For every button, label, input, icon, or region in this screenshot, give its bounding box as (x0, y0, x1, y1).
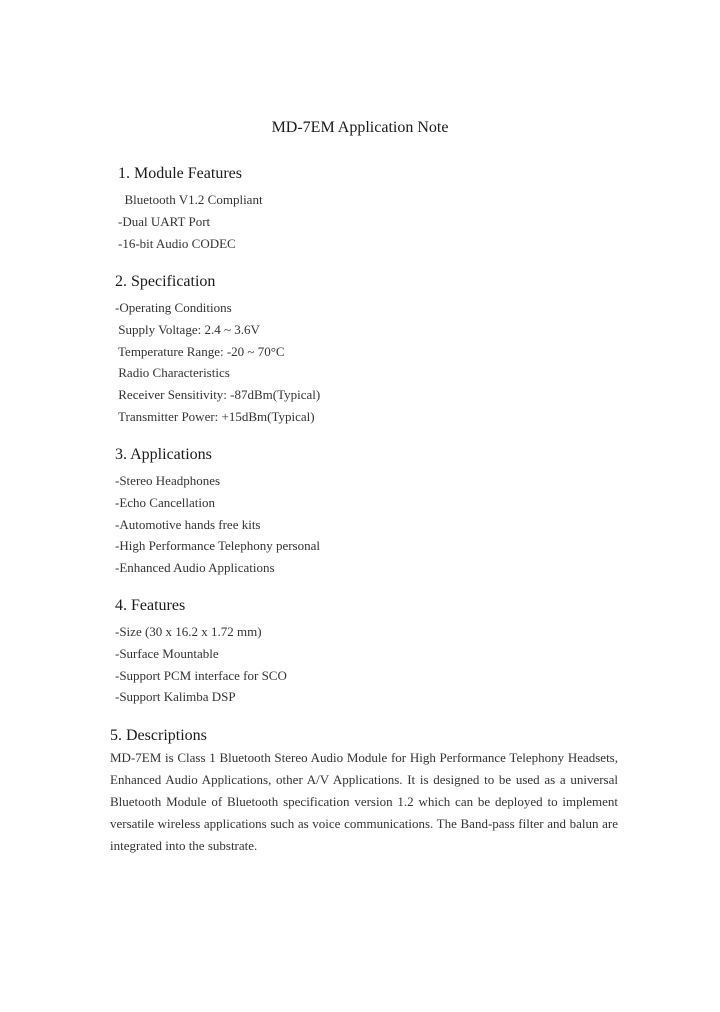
list-item: Transmitter Power: +15dBm(Typical) (115, 408, 315, 424)
list-item: -Echo Cancellation (115, 494, 215, 510)
description-paragraph: MD-7EM is Class 1 Bluetooth Stereo Audio Module for High Performance Telephony Headsets, Enhanced Audio Applications, other A/V Applications. It is designed to be used as a universal Bluetooth Module of Bluetooth specification version 1.2 which can be deployed to implement versatile wireless applications such as voice communications. The Band-pass filter and balun are integrated into the substrate. (110, 750, 618, 853)
list-item: Receiver Sensitivity: -87dBm(Typical) (115, 387, 321, 403)
list-item: -Operating Conditions (115, 300, 232, 315)
document-title: MD-7EM Application Note (271, 119, 449, 136)
list-item: -16-bit Audio CODEC (118, 235, 236, 251)
section-heading: 3. Applications (115, 446, 212, 463)
list-item: -Automotive hands free kits (115, 516, 261, 532)
list-item: -Support PCM interface for SCO (115, 667, 287, 683)
section-specification (115, 271, 320, 428)
section-applications (115, 444, 320, 579)
list-item: -High Performance Telephony personal (115, 538, 320, 554)
section-heading: 2. Specification (115, 273, 216, 290)
section-heading: 1. Module Features (118, 165, 242, 182)
section-list (115, 470, 320, 579)
list-item: -Surface Mountable (115, 645, 219, 661)
section-list (115, 297, 320, 428)
list-item: -Stereo Headphones (115, 473, 221, 488)
list-item: Bluetooth V1.2 Compliant (118, 192, 263, 207)
section-heading: 5. Descriptions (110, 727, 207, 744)
list-item: -Support Kalimba DSP (115, 689, 236, 705)
section-list (115, 621, 287, 708)
list-item: -Enhanced Audio Applications (115, 560, 275, 576)
section-list (118, 189, 263, 254)
list-item: Temperature Range: -20 ~ 70°C (115, 343, 285, 359)
list-item: Supply Voltage: 2.4 ~ 3.6V (115, 321, 260, 337)
list-item: Radio Characteristics (115, 365, 230, 381)
section-features (115, 595, 287, 708)
list-item: -Dual UART Port (118, 213, 211, 229)
list-item: -Size (30 x 16.2 x 1.72 mm) (115, 624, 262, 639)
section-heading: 4. Features (115, 597, 186, 614)
section-module-features (118, 163, 263, 254)
